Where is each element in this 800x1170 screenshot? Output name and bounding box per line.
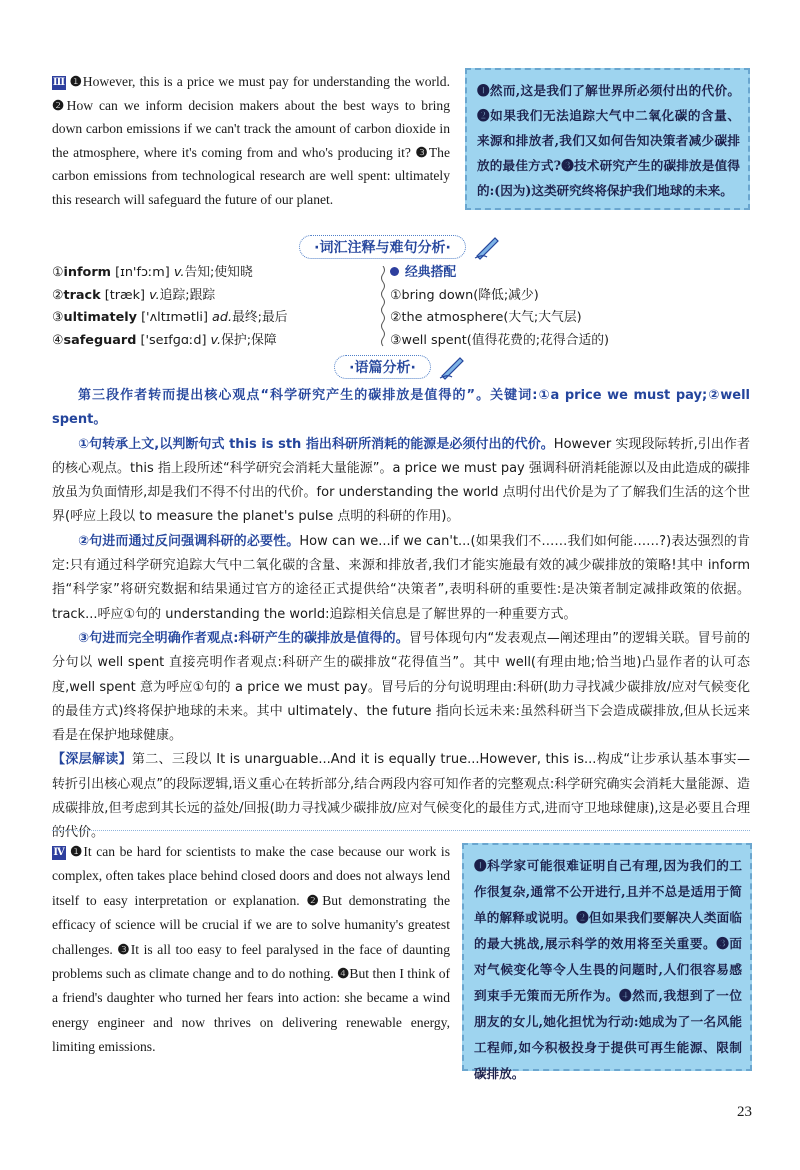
vocab-item: ②track [træk] v.追踪;跟踪	[52, 287, 216, 303]
analysis-intro: 第三段作者转而提出核心观点“科学研究产生的碳排放是值得的”。关键词:①a price we must pay;②well spent。	[52, 388, 750, 428]
paragraph-4-english	[52, 840, 450, 1060]
analysis-sentence-2: ②句进而通过反问强调科研的必要性。How can we...if we can't...(如果我们不……我们如何能……?)表达强烈的肯定:只有通过科学研究追踪大气中二氧化碳的含量、来源和排放者,我们才能实施最有效的减少碳排放的策略!其中 inform 指“科学家”将研究数据和结果通过官方的途径正式提供给“决策者”,表明科研的重要性:是决策者制定减排政策的依据。track...呼应①句的 understanding the world:追踪相关信息是了解世界的一种重要方式。	[52, 533, 750, 622]
paragraph-marker: Ⅳ	[53, 847, 65, 858]
sentence-number: ❸	[117, 941, 131, 957]
sentence-number: ❷	[52, 97, 67, 113]
sentence-text: It can be hard for scientists to make the case because our work is complex, often takes place behind closed doors and does not always lend itself to easy interpretation or explanation.	[52, 844, 450, 908]
sentence-text: But then I think of a friend's daughter who turned her fears into action: she became a wind energy engineer and now thrives on delivering renewable energy, limiting emissions.	[52, 966, 451, 1055]
bullet-icon	[390, 267, 399, 276]
vocab-section-title	[0, 234, 800, 260]
sentence-number: ❸	[415, 144, 429, 160]
wavy-divider	[380, 266, 386, 350]
deep-interpretation: 【深层解读】第二、三段以 It is unarguable...And it is equally true...However, this is...构成“让步承认基本事实—转折引出核心观点”的段际逻辑,语义重心在转折部分,结合两段内容可知作者的完整观点:科学研究确实会消耗大量能源、造成碳排放,但考虑到其长远的益处/回报(助力寻找减少碳排放/应对气候变化的最佳方式,进而守卫地球健康),这是必要且合理的代价。	[52, 752, 750, 841]
paragraph-4-translation: ❶科学家可能很难证明自己有理,因为我们的工作很复杂,通常不公开进行,且并不总是适用于简单的解释或说明。❷但如果我们要解决人类面临的最大挑战,展示科学的效用将至关重要。❸面对气候变化等令人生畏的问题时,人们很容易感到束手无策而无所作为。❹然而,我想到了一位朋友的女儿,她化担忧为行动:她成为了一名风能工程师,如今积极投身于提供可再生能源、限制碳排放。	[462, 843, 752, 1071]
collocations-head: 经典搭配	[390, 262, 750, 285]
collocations	[390, 262, 750, 352]
sentence-number: ❷	[306, 892, 323, 908]
paragraph-3-english	[52, 70, 450, 212]
discourse-title-text: ·语篇分析·	[334, 355, 431, 379]
sentence-number: ❹	[337, 966, 350, 982]
discourse-analysis	[52, 384, 750, 846]
vocab-item: ③ultimately ['ʌltɪmətli] ad.最终;最后	[52, 310, 288, 325]
paragraph-marker: Ⅲ	[52, 77, 66, 88]
analysis-sentence-1: ①句转承上文,以判断句式 this is sth 指出科研所消耗的能源是必须付出的代价。However 实现段际转折,引出作者的核心观点。this 指上段所述“科学研究会消耗大量能源”。a price we must pay 强调科研消耗能源以及由此造成的碳排放虽为负面情形,却是我们不得不付出的代价。for understanding the world 点明付出代价是为了了解我们生活的这个世界(呼应上段以 to measure the planet's pulse 点明的科研的作用)。	[52, 436, 750, 525]
section-divider	[52, 830, 750, 831]
paragraph-3-translation: ❶然而,这是我们了解世界所必须付出的代价。❷如果我们无法追踪大气中二氧化碳的含量、来源和排放者,我们又如何告知决策者减少碳排放的最佳方式?❸技术研究产生的碳排放是值得的:(因为)这类研究终将保护我们地球的未来。	[465, 68, 750, 210]
sentence-number: ❶	[69, 844, 84, 859]
sentence-text: But demonstrating the efficacy of science will be crucial if we are to solve humanity's greatest challenges.	[52, 892, 451, 957]
pen-icon	[438, 354, 466, 380]
pen-icon	[473, 234, 501, 260]
collocation-item: ①bring down(降低;减少)	[390, 287, 539, 303]
vocab-list	[52, 262, 372, 352]
sentence-text: However, this is a price we must pay for understanding the world.	[82, 74, 451, 89]
analysis-sentence-3: ③句进而完全明确作者观点:科研产生的碳排放是值得的。冒号体现句内“发表观点—阐述理由”的逻辑关联。冒号前的分句以 well spent 直接亮明作者观点:科研产生的碳排放“花得值当”。其中 well(有理由地;恰当地)凸显作者的认可态度,well spent 意为呼应①句的 a price we must pay。冒号后的分句说明理由:科研(助力寻找减少碳排放/应对气候变化的最佳方式)终将保护地球的未来。其中 ultimately、the future 指向长远未来:虽然科研当下会造成碳排放,但从长远来看是在保护地球健康。	[52, 630, 750, 744]
vocab-title-text: ·词汇注释与难句分析·	[299, 235, 466, 259]
discourse-section-title	[0, 354, 800, 380]
vocab-item: ①inform [ɪn'fɔːm] v.告知;使知晓	[52, 265, 253, 280]
collocation-item: ③well spent(值得花费的;花得合适的)	[390, 332, 610, 348]
vocab-item: ④safeguard ['seɪfɡɑːd] v.保护;保障	[52, 332, 277, 348]
sentence-number: ❶	[69, 74, 83, 89]
collocation-item: ②the atmosphere(大气;大气层)	[390, 310, 582, 325]
sentence-text: It is all too easy to feel paralysed in the face of daunting problems such as climate change and to do nothing.	[52, 941, 450, 982]
sentence-text: The carbon emissions from technological research are well spent: ultimately this research will safeguard the future of our planet.	[52, 144, 451, 207]
sentence-text: How can we inform decision makers about the best ways to bring down carbon emissions if we can't track the amount of carbon dioxide in the atmosphere, where it's coming from and who's producing it?	[52, 97, 450, 160]
page-number: 23	[737, 1104, 752, 1120]
